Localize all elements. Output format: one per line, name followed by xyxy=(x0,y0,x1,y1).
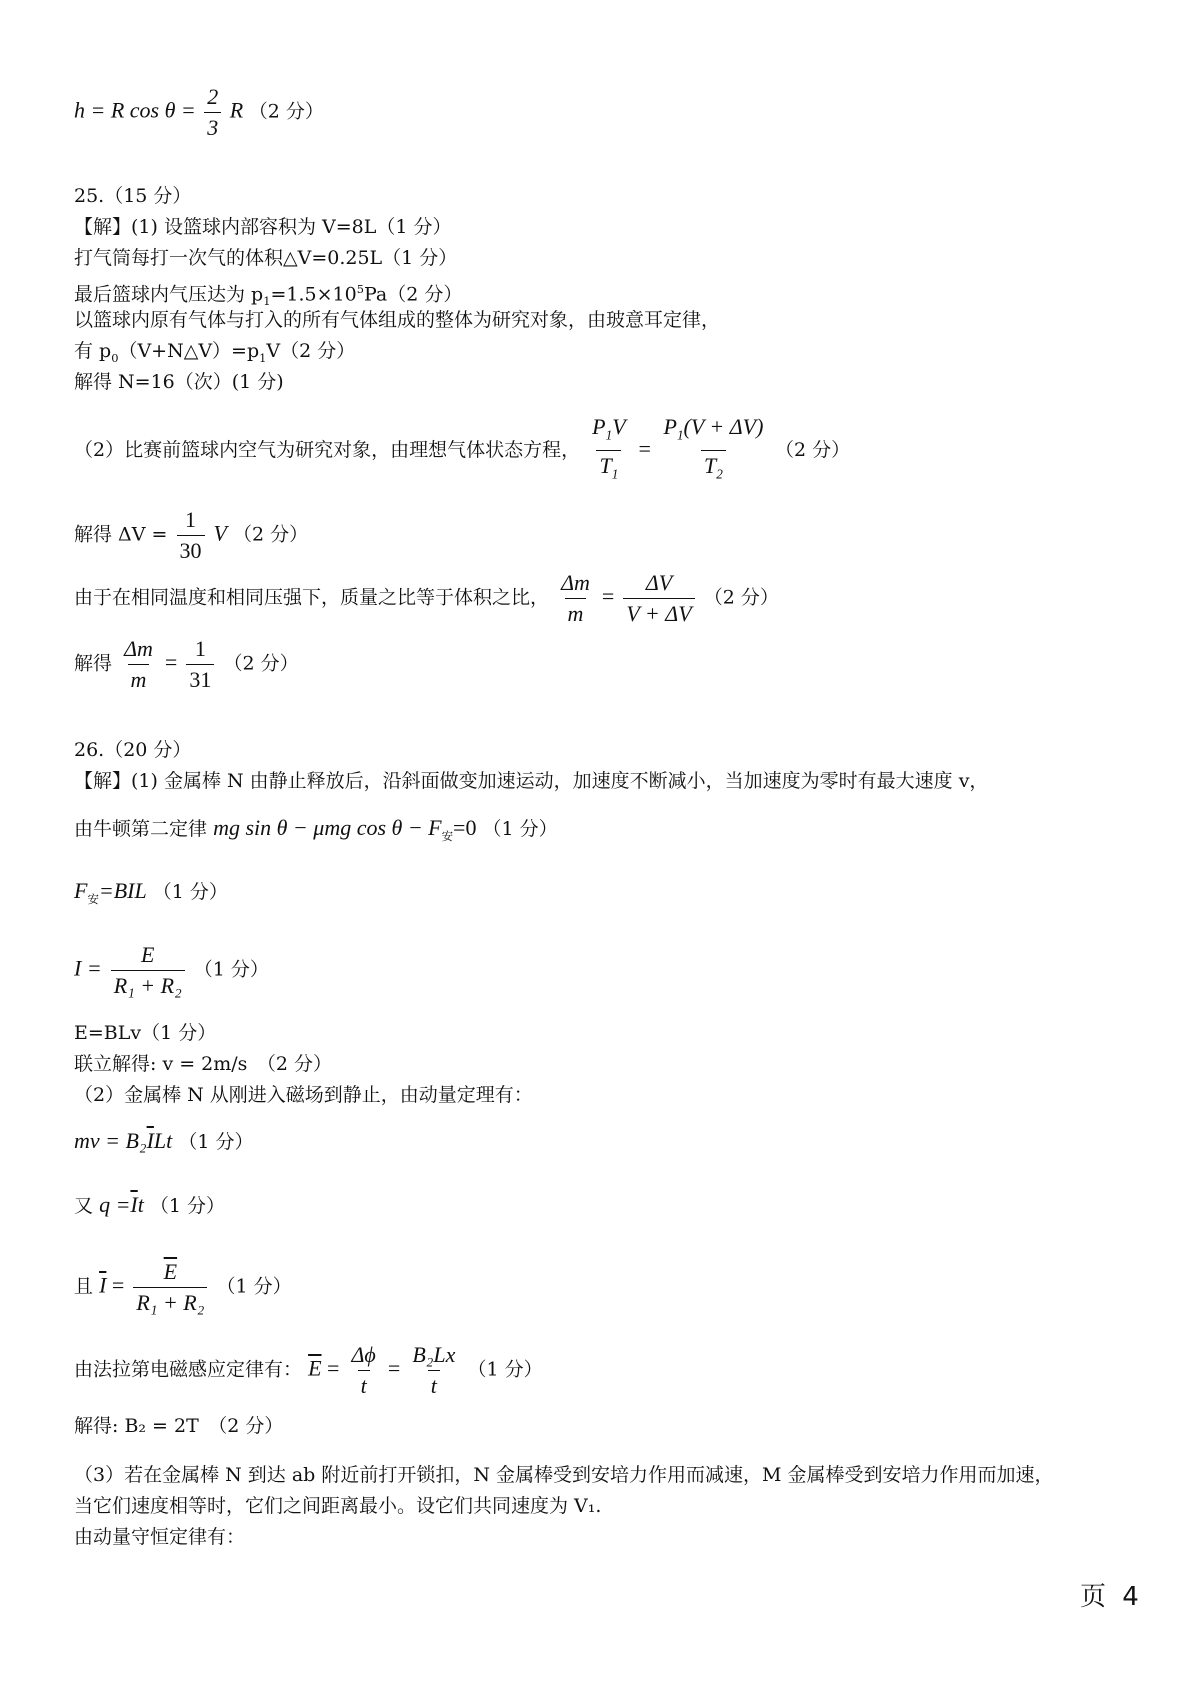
q26-line10: 且 $\overline{I}$ = $\frac{\overline{E}}{\text{R₁ + R₂}}$ （1 分） xyxy=(74,1257,292,1318)
q25-line10: 解得 $\frac{\Delta m}{m}$ = $\frac{1}{31}$ （2 分） xyxy=(74,634,299,695)
q25-line5 xyxy=(74,338,355,371)
q25-l9-num: Δm xyxy=(561,570,590,595)
q25-l9-den: m xyxy=(565,598,587,629)
q26-l11-num2: B₂Lx xyxy=(412,1342,456,1367)
q26-line3 xyxy=(74,878,228,912)
q26-line8 xyxy=(74,1128,253,1155)
q26-l8-score: （1 分） xyxy=(178,1131,254,1153)
q25-l10-num2: 1 xyxy=(194,636,206,661)
q25-l3-sup: 5 xyxy=(356,282,364,296)
q26-l4-den: R₁ + R₂ xyxy=(111,970,185,1001)
q25-l3-mid: =1.5×10 xyxy=(270,283,357,306)
q26-l9-score: （1 分） xyxy=(149,1195,226,1217)
q25-l10-score: （2 分） xyxy=(223,652,299,675)
q25-l10-pre: 解得 xyxy=(74,652,113,675)
q25-l10-den2: 31 xyxy=(186,664,214,695)
q25-l3-pre: 最后篮球内气压达为 p xyxy=(74,283,264,306)
q26-l2-sub: 安 xyxy=(441,828,454,843)
q26-l11-den: t xyxy=(358,1370,370,1401)
q25-l5-c: V（2 分） xyxy=(266,340,356,362)
q25-line1: 【解】(1) 设篮球内部容积为 V=8L（1 分） xyxy=(74,216,452,238)
q25-l3-sub: 1 xyxy=(263,294,271,309)
q26-l4-lhs: I = xyxy=(74,955,102,981)
q25-l9-den2: V + ΔV xyxy=(623,598,694,629)
gas-equation: $\frac{P_1V}{T_1}$ = $\frac{P_1(V + \Delta V)}{T_2}$ xyxy=(586,436,775,461)
eq-h-score: （2 分） xyxy=(248,100,324,123)
q25-l5-a: 有 p xyxy=(74,340,112,362)
q25-l10-den: m xyxy=(128,664,150,695)
q26-line13: （3）若在金属棒 N 到达 ab 附近前打开锁扣，N 金属棒受到安培力作用而减速，M 金属棒受到安培力作用而加速， xyxy=(74,1464,1054,1486)
q26-l11-bar: $\overline{E}$ xyxy=(308,1355,322,1381)
q25-l7-score: （2 分） xyxy=(774,438,851,461)
equation-h xyxy=(74,82,324,143)
q26-line2 xyxy=(74,815,558,849)
q25-l8-score: （2 分） xyxy=(233,523,309,546)
q26-l9-bar: $\overline{I}$ xyxy=(130,1192,138,1217)
q26-l2-text: 由牛顿第二定律 xyxy=(74,818,208,840)
q26-line7: （2）金属棒 N 从刚进入磁场到静止，由动量定理有： xyxy=(74,1084,533,1106)
eq-h-den: 3 xyxy=(204,112,221,143)
q26-l11-score: （1 分） xyxy=(467,1358,543,1381)
q25-line8 xyxy=(74,505,308,566)
q26-l3-score: （1 分） xyxy=(152,881,228,903)
q25-line7 xyxy=(74,412,850,490)
q25-l8-den: 30 xyxy=(177,535,205,566)
q25-header: 25.（15 分） xyxy=(74,185,192,207)
q26-l3-eq: F xyxy=(74,878,88,903)
q25-l10-num: Δm xyxy=(124,636,153,661)
q26-l8-eq-end: Lt xyxy=(153,1128,173,1153)
q26-l11-den2: t xyxy=(428,1370,440,1401)
q26-l8-bar: $\overline{I}$ xyxy=(146,1128,154,1153)
q26-l3-eq-end: =BIL xyxy=(98,878,147,903)
q26-line14: 当它们速度相等时，它们之间距离最小。设它们共同速度为 V₁. xyxy=(74,1495,602,1517)
q26-l9-pre: 又 xyxy=(74,1195,94,1217)
q25-l5-sub1: 1 xyxy=(259,350,267,365)
q25-l8-pre: 解得 ΔV = xyxy=(74,523,168,546)
eq-h-rhs: R xyxy=(229,97,244,123)
q25-l9-text: 由于在相同温度和相同压强下，质量之比等于体积之比， xyxy=(74,586,550,609)
q26-l2-eq-end: =0 xyxy=(453,815,477,840)
q26-l10-score: （1 分） xyxy=(216,1275,292,1298)
q26-l2-score: （1 分） xyxy=(482,818,558,840)
q25-line2: 打气筒每打一次气的体积△V=0.25L（1 分） xyxy=(74,247,458,269)
q26-l11-text: 由法拉第电磁感应定律有： xyxy=(74,1358,303,1381)
q26-l4-num: E xyxy=(141,942,155,967)
q25-l9-score: （2 分） xyxy=(703,586,779,609)
q25-l8-post: V xyxy=(213,520,227,546)
q26-l10-den: R₁ + R₂ xyxy=(133,1287,207,1318)
eq-h-lhs: h = R cos θ = xyxy=(74,97,196,123)
q26-l10-bar: $\overline{I}$ xyxy=(99,1272,107,1298)
q25-l5-b: （V+N△V）=p xyxy=(118,340,260,362)
q26-l2-eq: mg sin θ − μmg cos θ − F xyxy=(213,815,442,840)
q26-header: 26.（20 分） xyxy=(74,739,192,761)
q25-l8-num: 1 xyxy=(185,507,196,532)
q26-line4 xyxy=(74,940,269,1001)
q25-line9: 由于在相同温度和相同压强下，质量之比等于体积之比， $\frac{\Delta m}{m}$ = $\frac{\Delta V}{V + \Delta V}$ （2 分） xyxy=(74,568,779,629)
eq-h-fraction xyxy=(204,82,221,143)
q26-l4-score: （1 分） xyxy=(193,958,269,981)
q26-line15: 由动量守恒定律有： xyxy=(74,1526,246,1548)
q25-l5-sub0: 0 xyxy=(111,350,119,365)
q25-line4: 以篮球内原有气体与打入的所有气体组成的整体为研究对象，由玻意耳定律， xyxy=(74,309,721,331)
q25-l7-text: （2）比赛前篮球内空气为研究对象，由理想气体状态方程， xyxy=(74,438,581,461)
q26-l8-eq: mv = B₂ xyxy=(74,1128,147,1153)
q26-line1: 【解】(1) 金属棒 N 由静止释放后，沿斜面做变加速运动，加速度不断减小，当加速度为零时有最大速度 v， xyxy=(74,770,989,792)
q25-l9-num2: ΔV xyxy=(645,570,673,595)
q26-l10-pre: 且 xyxy=(74,1275,94,1298)
q26-line6: 联立解得: v = 2m/s （2 分） xyxy=(74,1053,333,1075)
q26-l10-num: $\overline{E}$ xyxy=(163,1259,178,1284)
q26-line12: 解得: B₂ = 2T （2 分） xyxy=(74,1415,284,1437)
q26-l9-eq-end: t xyxy=(137,1192,144,1217)
q25-l3-post: Pa（2 分） xyxy=(363,283,463,306)
q26-l9-eq: q = xyxy=(99,1192,131,1217)
q26-line9 xyxy=(74,1192,225,1219)
q26-line5: E=BLv（1 分） xyxy=(74,1022,217,1044)
eq-h-num: 2 xyxy=(207,84,219,109)
page-number: 页 4 xyxy=(1080,1582,1143,1612)
q26-l3-sub: 安 xyxy=(87,891,99,906)
q26-line11: 由法拉第电磁感应定律有： $\overline{E}$ = $\frac{\Delta\phi}{t}$ = $\frac{\text{B₂Lx}}{t}$ （1 分） xyxy=(74,1340,543,1401)
q25-line6: 解得 N=16（次）(1 分) xyxy=(74,371,284,393)
q26-l11-num: Δϕ xyxy=(351,1342,376,1367)
